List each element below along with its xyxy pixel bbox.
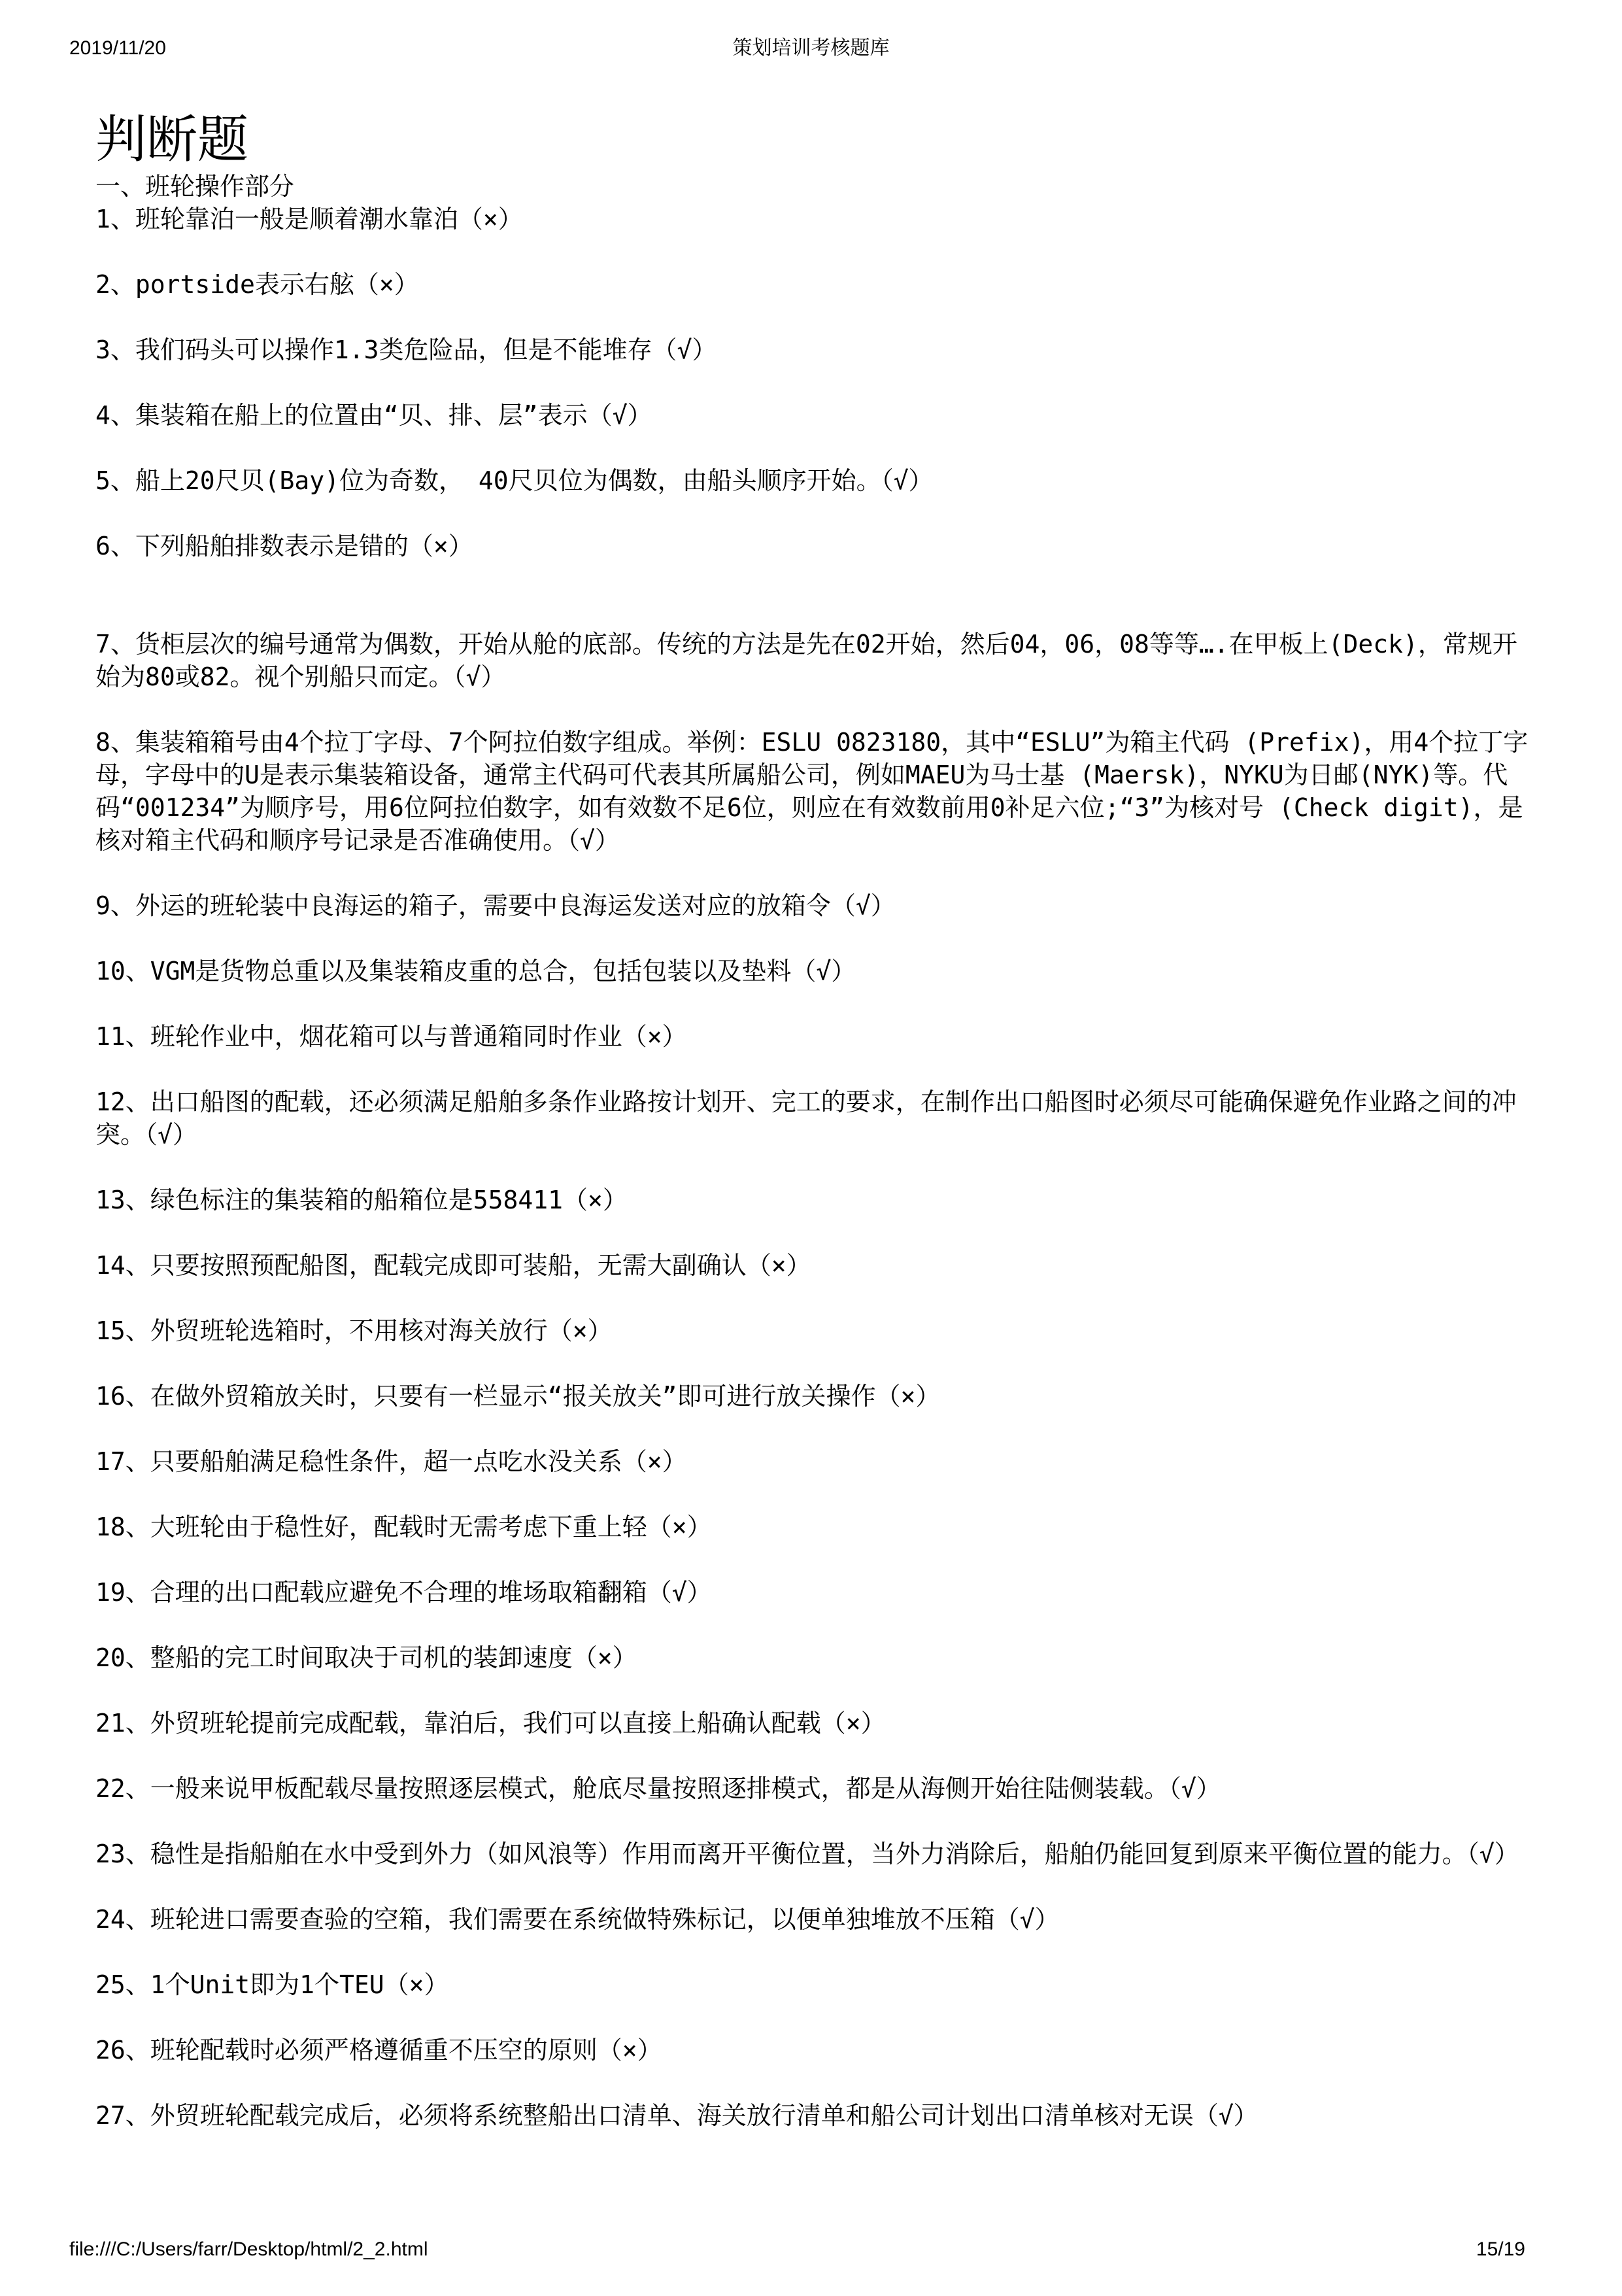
question-27: 27、外贸班轮配载完成后，必须将系统整船出口清单、海关放行清单和船公司计划出口清单核对无误（√）	[95, 2101, 1259, 2130]
question-23: 23、稳性是指船舶在水中受到外力（如风浪等）作用而离开平衡位置，当外力消除后，船舶仍能回复到原来平衡位置的能力。（√）	[95, 1840, 1519, 1868]
question-17: 17、只要船舶满足稳性条件，超一点吃水没关系（×）	[95, 1447, 687, 1476]
document-content	[95, 110, 1540, 2132]
header-date: 2019/11/20	[69, 37, 166, 59]
question-24: 24、班轮进口需要查验的空箱，我们需要在系统做特殊标记，以便单独堆放不压箱（√）	[95, 1905, 1060, 1934]
question-1: 1、班轮靠泊一般是顺着潮水靠泊（×）	[95, 205, 523, 233]
footer-file-path: file:///C:/Users/farr/Desktop/html/2_2.html	[69, 2238, 428, 2260]
question-4: 4、集装箱在船上的位置由“贝、排、层”表示（√）	[95, 401, 652, 430]
question-21: 21、外贸班轮提前完成配载，靠泊后，我们可以直接上船确认配载（×）	[95, 1709, 886, 1738]
question-16: 16、在做外贸箱放关时，只要有一栏显示“报关放关”即可进行放关操作（×）	[95, 1382, 941, 1411]
question-26: 26、班轮配载时必须严格遵循重不压空的原则（×）	[95, 2036, 662, 2065]
question-6: 6、下列船舶排数表示是错的（×）	[95, 532, 473, 560]
question-8: 8、集装箱箱号由4个拉丁字母、7个阿拉伯数字组成。举例：ESLU 0823180，其中“ESLU”为箱主代码 (Prefix)，用4个拉丁字母，字母中的U是表示集装箱设备，通常主代码可代表其所属船公司，例如MAEU为马士基 (Maersk)，NYKU为日邮(NYK)等。代码“001234”为顺序号，用6位阿拉伯数字，如有效数不足6位，则应在有效数前用0补足六位;“3”为核对号 (Check digit)，是核对箱主代码和顺序号记录是否准确使用。（√）	[95, 728, 1529, 855]
question-25: 25、1个Unit即为1个TEU（×）	[95, 1970, 449, 1999]
question-9: 9、外运的班轮装中良海运的箱子，需要中良海运发送对应的放箱令（√）	[95, 891, 896, 920]
question-22: 22、一般来说甲板配载尽量按照逐层模式，舱底尽量按照逐排模式，都是从海侧开始往陆侧装载。（√）	[95, 1774, 1221, 1803]
question-13: 13、绿色标注的集装箱的船箱位是558411（×）	[95, 1186, 628, 1214]
question-20: 20、整船的完工时间取决于司机的装卸速度（×）	[95, 1643, 637, 1672]
question-19: 19、合理的出口配载应避免不合理的堆场取箱翻箱（√）	[95, 1578, 712, 1607]
question-14: 14、只要按照预配船图，配载完成即可装船，无需大副确认（×）	[95, 1251, 811, 1280]
question-10: 10、VGM是货物总重以及集装箱皮重的总合，包括包装以及垫料（√）	[95, 957, 856, 985]
question-11: 11、班轮作业中，烟花箱可以与普通箱同时作业（×）	[95, 1022, 687, 1051]
question-15: 15、外贸班轮选箱时，不用核对海关放行（×）	[95, 1316, 613, 1345]
question-5: 5、船上20尺贝(Bay)位为奇数， 40尺贝位为偶数，由船头顺序开始。（√）	[95, 466, 934, 495]
main-heading: 判断题	[95, 111, 249, 169]
question-2: 2、portside表示右舷（×）	[95, 270, 419, 299]
footer-page-number: 15/19	[1476, 2238, 1525, 2260]
question-12: 12、出口船图的配载，还必须满足船舶多条作业路按计划开、完工的要求，在制作出口船图时必须尽可能确保避免作业路之间的冲突。（√）	[95, 1088, 1517, 1149]
question-18: 18、大班轮由于稳性好，配载时无需考虑下重上轻（×）	[95, 1513, 712, 1541]
header-title: 策划培训考核题库	[732, 37, 890, 60]
section-title: 一、班轮操作部分	[95, 172, 295, 201]
question-3: 3、我们码头可以操作1.3类危险品，但是不能堆存（√）	[95, 335, 717, 364]
question-7: 7、货柜层次的编号通常为偶数，开始从舱的底部。传统的方法是先在02开始，然后04，06，08等等….在甲板上(Deck)，常规开始为80或82。视个别船只而定。（√）	[95, 630, 1517, 691]
